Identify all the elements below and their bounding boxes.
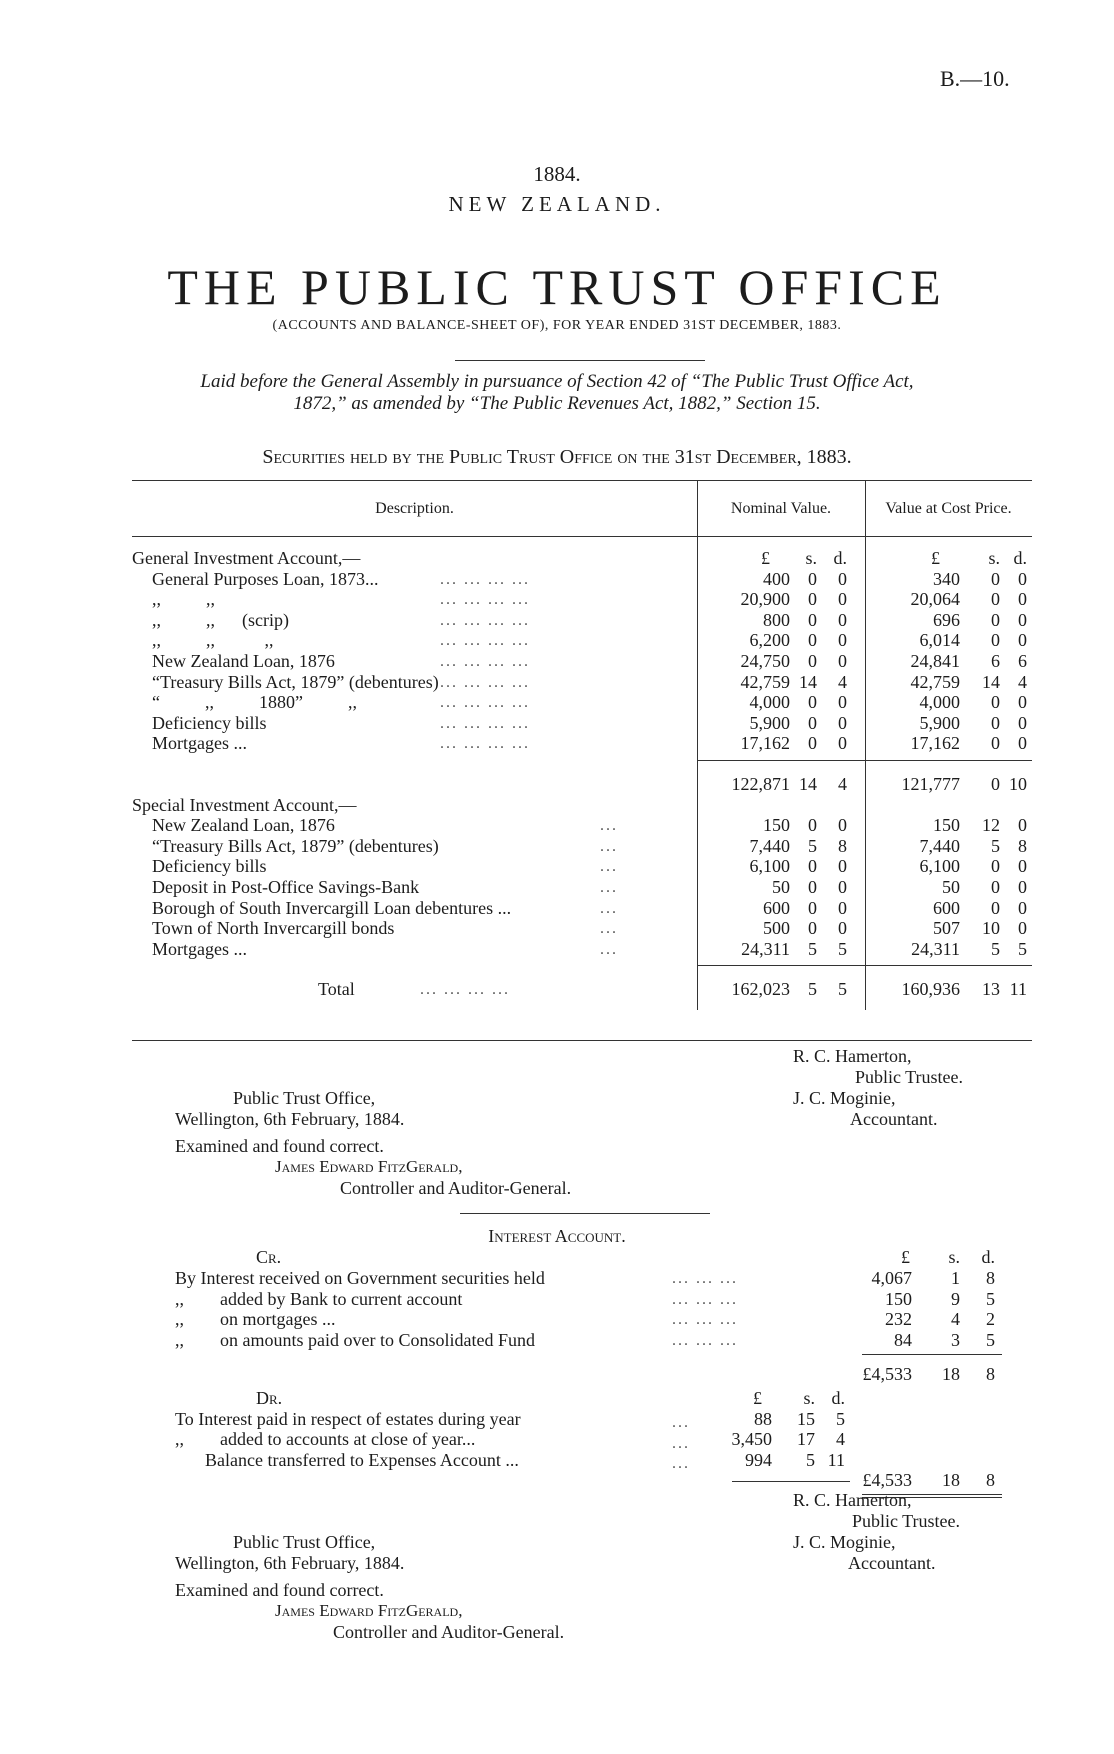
general-row-cost-pounds: 20,064	[910, 589, 960, 610]
laid-before-line-2: 1872,” as amended by “The Public Revenues Act, 1882,” Section 15.	[293, 393, 821, 414]
special-row-desc: Borough of South Invercargill Loan debentures ...	[152, 897, 512, 918]
dr-row-amount-shillings: 17	[797, 1429, 815, 1449]
general-row-nominal-pounds: 800	[763, 609, 790, 630]
laid-before-line-1: Laid before the General Assembly in pursuance of Section 42 of “The Public Trust Office Act,	[200, 371, 914, 392]
general-row-desc: ,, ,,	[152, 589, 215, 610]
sig1-examined: Examined and found correct.	[175, 1136, 384, 1156]
sig2-accountant-name: J. C. Moginie,	[793, 1532, 896, 1552]
dr-currency-1: s.	[803, 1388, 815, 1408]
special-row-cost-shillings: 0	[991, 897, 1000, 918]
sig1-trustee-title: Public Trustee.	[855, 1067, 964, 1087]
nominal-currency-1: s.	[805, 548, 817, 568]
special-row-nominal-shillings: 5	[808, 938, 817, 959]
cr-row-amount-pence: 8	[986, 1268, 995, 1288]
leader-dots: ... ... ... ...	[420, 981, 510, 999]
general-row-cost-pounds: 24,841	[910, 651, 960, 671]
leader-dots: ... ... ... ...	[440, 611, 530, 629]
col-header-cost: Value at Cost Price.	[885, 500, 1012, 517]
cr-row-amount-shillings: 3	[951, 1329, 960, 1350]
cr-total-rule	[862, 1354, 1002, 1355]
special-row-desc: New Zealand Loan, 1876	[152, 815, 335, 836]
general-row-cost-shillings: 6	[991, 651, 1000, 671]
special-row-nominal-pounds: 6,100	[749, 856, 790, 877]
general-row-nominal-shillings: 14	[799, 671, 817, 692]
leader-dots: ... ... ... ...	[440, 632, 530, 650]
special-row-nominal-shillings: 5	[808, 835, 817, 856]
total-cost-pounds: 160,936	[901, 979, 960, 1000]
sig1-date: Wellington, 6th February, 1884.	[175, 1109, 405, 1129]
general-row-nominal-pounds: 400	[763, 568, 790, 589]
leader-dots: ...	[600, 879, 618, 896]
dr-row-amount-pounds: 88	[754, 1408, 772, 1429]
special-row-nominal-shillings: 0	[808, 877, 817, 897]
sig1-accountant-title: Accountant.	[850, 1109, 938, 1129]
dr-row-desc: Balance transferred to Expenses Account ...	[205, 1449, 519, 1470]
general-row-nominal-pounds: 20,900	[740, 589, 790, 610]
general-row-nominal-shillings: 0	[808, 589, 817, 610]
col-divider-cost	[865, 480, 866, 1010]
leader-dots: ...	[600, 858, 618, 876]
special-row-nominal-pounds: 500	[763, 918, 790, 939]
dr-row-amount-shillings: 15	[797, 1408, 815, 1429]
special-row-nominal-shillings: 0	[808, 856, 817, 877]
leader-dots: ... ... ... ...	[440, 673, 530, 691]
total-nominal-pounds: 162,023	[731, 979, 790, 1000]
special-row-nominal-pounds: 24,311	[741, 938, 790, 959]
leader-dots: ... ... ...	[672, 1290, 738, 1308]
special-row-cost-shillings: 5	[991, 938, 1000, 959]
general-row-desc: General Purposes Loan, 1873...	[152, 568, 379, 589]
interest-dr-label: Dr.	[256, 1388, 283, 1408]
dr-row-amount-pence: 5	[836, 1408, 845, 1429]
special-row-cost-pence: 5	[1018, 938, 1027, 959]
sig2-accountant-title: Accountant.	[848, 1553, 936, 1573]
cr-row-amount-shillings: 1	[951, 1268, 960, 1288]
general-subtotal-nominal-pence: 4	[838, 774, 847, 794]
special-row-cost-shillings: 0	[991, 877, 1000, 897]
leader-dots: ... ... ... ...	[440, 591, 530, 609]
dr-total-shillings: 18	[942, 1470, 960, 1490]
dr-row-amount-pounds: 3,450	[731, 1429, 772, 1449]
dr-row-amount-pounds: 994	[745, 1449, 772, 1470]
general-row-nominal-pence: 0	[838, 609, 847, 630]
cr-row-desc: By Interest received on Government securities held	[175, 1268, 545, 1288]
cr-row-amount-pounds: 84	[894, 1329, 912, 1350]
general-row-cost-pence: 0	[1018, 712, 1027, 733]
dr-total-pence: 8	[986, 1470, 995, 1490]
total-nominal-shillings: 5	[808, 979, 817, 1000]
leader-dots: ...	[600, 837, 618, 855]
general-row-cost-shillings: 0	[991, 692, 1000, 713]
special-row-desc: Mortgages ...	[152, 938, 247, 959]
special-row-cost-pence: 0	[1018, 897, 1027, 918]
total-nominal-pence: 5	[838, 979, 847, 1000]
dr-total-pounds: £4,533	[862, 1470, 912, 1490]
general-row-nominal-shillings: 0	[808, 609, 817, 630]
special-row-cost-pounds: 50	[942, 877, 960, 897]
special-row-nominal-pence: 8	[838, 835, 847, 856]
special-row-cost-pence: 0	[1018, 918, 1027, 939]
leader-dots: ... ... ... ...	[440, 714, 530, 732]
leader-dots: ...	[600, 920, 618, 938]
leader-dots: ... ... ... ...	[440, 735, 530, 753]
sig2-office: Public Trust Office,	[233, 1532, 376, 1552]
special-row-desc: Town of North Invercargill bonds	[152, 918, 395, 939]
title-rule	[455, 360, 705, 361]
special-row-cost-shillings: 10	[982, 918, 1000, 939]
leader-dots: ... ... ...	[672, 1270, 738, 1287]
special-row-nominal-shillings: 0	[808, 897, 817, 918]
general-subtotal-nominal-shillings: 14	[799, 774, 817, 794]
general-row-cost-pence: 0	[1018, 609, 1027, 630]
general-row-cost-pence: 0	[1018, 568, 1027, 589]
special-row-cost-shillings: 5	[991, 835, 1000, 856]
general-row-cost-pence: 6	[1018, 651, 1027, 671]
col-divider-nominal	[697, 480, 698, 1010]
cost-currency-1: s.	[988, 548, 1000, 568]
cr-row-amount-shillings: 9	[951, 1288, 960, 1309]
interest-heading: Interest Account.	[488, 1226, 626, 1246]
special-row-nominal-pence: 0	[838, 856, 847, 877]
cr-row-amount-pence: 2	[986, 1309, 995, 1329]
general-row-nominal-pence: 0	[838, 733, 847, 754]
general-row-cost-shillings: 0	[991, 609, 1000, 630]
special-row-nominal-pence: 0	[838, 897, 847, 918]
cr-row-amount-pence: 5	[986, 1329, 995, 1350]
col-header-nominal: Nominal Value.	[730, 500, 832, 517]
special-row-nominal-pence: 5	[838, 938, 847, 959]
special-row-nominal-pounds: 600	[763, 897, 790, 918]
sig2-auditor-title: Controller and Auditor-General.	[333, 1622, 565, 1642]
special-row-cost-pence: 0	[1018, 877, 1027, 897]
cr-row-desc: ,, on amounts paid over to Consolidated Fund	[175, 1329, 535, 1350]
section-rule-2	[460, 1213, 710, 1214]
general-subtotal-cost-pounds: 121,777	[901, 774, 960, 794]
special-row-nominal-shillings: 0	[808, 918, 817, 939]
general-row-cost-pounds: 5,900	[919, 712, 960, 733]
leader-dots: ... ... ...	[672, 1331, 738, 1349]
interest-cr-label: Cr.	[256, 1247, 282, 1267]
interest-currency-pound: £	[901, 1247, 910, 1267]
general-row-cost-pounds: 4,000	[919, 692, 960, 713]
special-row-nominal-pounds: 50	[772, 877, 790, 897]
cr-total-pounds: £4,533	[862, 1364, 912, 1384]
general-row-nominal-pounds: 42,759	[740, 671, 790, 692]
special-row-nominal-pence: 0	[838, 877, 847, 897]
total-label: Total	[318, 979, 355, 1000]
special-row-cost-pence: 8	[1018, 835, 1027, 856]
general-row-cost-shillings: 0	[991, 589, 1000, 610]
leader-dots: ...	[600, 817, 618, 835]
cr-row-desc: ,, added by Bank to current account	[175, 1288, 463, 1309]
general-row-cost-pounds: 696	[933, 609, 960, 630]
sig2-auditor-name: James Edward FitzGerald,	[275, 1601, 463, 1620]
leader-dots: ...	[672, 1414, 690, 1431]
document-year: 1884.	[533, 162, 581, 186]
leader-dots: ...	[672, 1455, 690, 1472]
general-row-cost-pence: 0	[1018, 733, 1027, 754]
subtotal-rule	[697, 760, 1032, 761]
leader-dots: ... ... ... ...	[440, 570, 530, 588]
dr-total-rule	[732, 1481, 850, 1482]
dr-currency-0: £	[753, 1388, 762, 1408]
general-row-nominal-pounds: 6,200	[749, 630, 790, 651]
country-name: NEW ZEALAND.	[448, 192, 666, 216]
general-row-nominal-pounds: 4,000	[749, 692, 790, 713]
securities-heading: Securities held by the Public Trust Office on the 31st December, 1883.	[262, 446, 852, 468]
special-row-nominal-shillings: 0	[808, 815, 817, 836]
leader-dots: ... ... ... ...	[440, 653, 530, 670]
special-row-cost-shillings: 0	[991, 856, 1000, 877]
dr-row-desc: To Interest paid in respect of estates during year	[175, 1408, 521, 1429]
cr-row-amount-shillings: 4	[951, 1309, 960, 1329]
general-row-desc: Deficiency bills	[152, 712, 267, 733]
general-row-desc: “Treasury Bills Act, 1879” (debentures)	[152, 671, 439, 692]
general-row-cost-shillings: 0	[991, 568, 1000, 589]
dr-row-amount-pence: 4	[836, 1429, 845, 1449]
special-row-desc: “Treasury Bills Act, 1879” (debentures)	[152, 835, 439, 856]
leader-dots: ... ... ... ...	[440, 694, 530, 712]
general-row-nominal-shillings: 0	[808, 568, 817, 589]
general-row-desc: “ ,, 1880” ,,	[152, 692, 357, 713]
general-row-cost-pounds: 340	[933, 568, 960, 589]
general-row-cost-pence: 4	[1018, 671, 1027, 692]
leader-dots: ... ... ...	[672, 1311, 738, 1328]
sig2-examined: Examined and found correct.	[175, 1580, 384, 1600]
general-row-nominal-pence: 4	[838, 671, 847, 692]
dr-row-desc: ,, added to accounts at close of year...	[175, 1429, 476, 1449]
special-row-nominal-pence: 0	[838, 918, 847, 939]
interest-currency-shilling: s.	[948, 1247, 960, 1267]
dr-currency-2: d.	[831, 1388, 845, 1408]
general-row-nominal-pounds: 17,162	[740, 733, 790, 754]
page-reference: B.—10.	[940, 66, 1010, 91]
general-row-cost-shillings: 14	[982, 671, 1000, 692]
general-row-cost-pence: 0	[1018, 630, 1027, 651]
leader-dots: ...	[600, 899, 618, 917]
cr-row-desc: ,, on mortgages ...	[175, 1309, 336, 1329]
special-row-cost-pounds: 6,100	[919, 856, 960, 877]
general-row-desc: New Zealand Loan, 1876	[152, 651, 335, 671]
nominal-currency-2: d.	[833, 548, 847, 568]
special-row-cost-pounds: 24,311	[911, 938, 960, 959]
general-row-cost-pounds: 17,162	[910, 733, 960, 754]
general-row-cost-pence: 0	[1018, 589, 1027, 610]
total-rule	[697, 965, 1032, 966]
general-row-cost-pounds: 6,014	[919, 630, 960, 651]
dr-row-amount-shillings: 5	[806, 1449, 815, 1470]
table-top-rule	[132, 480, 1032, 481]
general-row-cost-pounds: 42,759	[910, 671, 960, 692]
total-cost-shillings: 13	[982, 979, 1000, 1000]
special-row-cost-pence: 0	[1018, 856, 1027, 877]
special-row-nominal-pence: 0	[838, 815, 847, 836]
general-row-nominal-pence: 0	[838, 589, 847, 610]
sig1-auditor-name: James Edward FitzGerald,	[275, 1157, 463, 1176]
page-title: THE PUBLIC TRUST OFFICE	[167, 259, 947, 315]
cr-row-amount-pounds: 4,067	[871, 1268, 912, 1288]
special-row-desc: Deficiency bills	[152, 856, 267, 877]
general-row-nominal-shillings: 0	[808, 733, 817, 754]
sig1-auditor-title: Controller and Auditor-General.	[340, 1178, 572, 1198]
general-row-cost-pence: 0	[1018, 692, 1027, 713]
sig1-trustee-name: R. C. Hamerton,	[793, 1046, 912, 1066]
special-row-cost-pounds: 150	[933, 815, 960, 836]
sig1-accountant-name: J. C. Moginie,	[793, 1088, 896, 1108]
section-rule-1	[132, 1040, 1032, 1041]
general-row-nominal-shillings: 0	[808, 712, 817, 733]
sig2-trustee-title: Public Trustee.	[852, 1511, 961, 1531]
general-row-nominal-pence: 0	[838, 712, 847, 733]
general-row-nominal-pounds: 24,750	[740, 651, 790, 671]
sig2-trustee-name: R. C. Hamerton,	[793, 1490, 912, 1510]
cr-row-amount-pence: 5	[986, 1288, 995, 1309]
leader-dots: ...	[600, 940, 618, 958]
leader-dots: ...	[672, 1434, 690, 1452]
col-header-description: Description.	[375, 500, 454, 517]
general-row-nominal-pence: 0	[838, 692, 847, 713]
total-cost-pence: 11	[1009, 979, 1027, 1000]
cost-currency-0: £	[931, 548, 940, 568]
general-row-nominal-shillings: 0	[808, 692, 817, 713]
sig1-office: Public Trust Office,	[233, 1088, 376, 1108]
general-row-nominal-pence: 0	[838, 568, 847, 589]
special-account-heading: Special Investment Account,—	[132, 794, 357, 815]
sig2-date: Wellington, 6th February, 1884.	[175, 1553, 405, 1573]
general-row-cost-shillings: 0	[991, 630, 1000, 651]
general-account-heading: General Investment Account,—	[132, 548, 361, 568]
general-subtotal-nominal-pounds: 122,871	[731, 774, 790, 794]
general-subtotal-cost-shillings: 0	[991, 774, 1000, 794]
cr-row-amount-pounds: 232	[885, 1309, 912, 1329]
general-row-desc: ,, ,, ,,	[152, 630, 274, 651]
special-row-cost-pence: 0	[1018, 815, 1027, 836]
general-row-cost-shillings: 0	[991, 712, 1000, 733]
special-row-cost-pounds: 600	[933, 897, 960, 918]
dr-row-amount-pence: 11	[827, 1449, 845, 1470]
special-row-desc: Deposit in Post-Office Savings-Bank	[152, 877, 420, 897]
general-row-nominal-shillings: 0	[808, 630, 817, 651]
general-row-nominal-pounds: 5,900	[749, 712, 790, 733]
special-row-nominal-pounds: 150	[763, 815, 790, 836]
cr-row-amount-pounds: 150	[885, 1288, 912, 1309]
general-row-nominal-shillings: 0	[808, 651, 817, 671]
special-row-cost-shillings: 12	[982, 815, 1000, 836]
general-row-desc: Mortgages ...	[152, 733, 247, 754]
general-subtotal-cost-pence: 10	[1009, 774, 1027, 794]
special-row-cost-pounds: 7,440	[919, 835, 960, 856]
general-row-desc: ,, ,, (scrip)	[152, 609, 289, 630]
general-row-nominal-pence: 0	[838, 651, 847, 671]
special-row-cost-pounds: 507	[933, 918, 960, 939]
page-subtitle: (ACCOUNTS AND BALANCE-SHEET OF), FOR YEAR ENDED 31ST DECEMBER, 1883.	[272, 318, 842, 333]
nominal-currency-0: £	[761, 548, 770, 568]
special-row-nominal-pounds: 7,440	[749, 835, 790, 856]
cost-currency-2: d.	[1013, 548, 1027, 568]
table-header-rule	[132, 536, 1032, 537]
general-row-cost-shillings: 0	[991, 733, 1000, 754]
cr-total-shillings: 18	[942, 1364, 960, 1384]
interest-currency-pence: d.	[981, 1247, 995, 1267]
general-row-nominal-pence: 0	[838, 630, 847, 651]
cr-total-pence: 8	[986, 1364, 995, 1384]
